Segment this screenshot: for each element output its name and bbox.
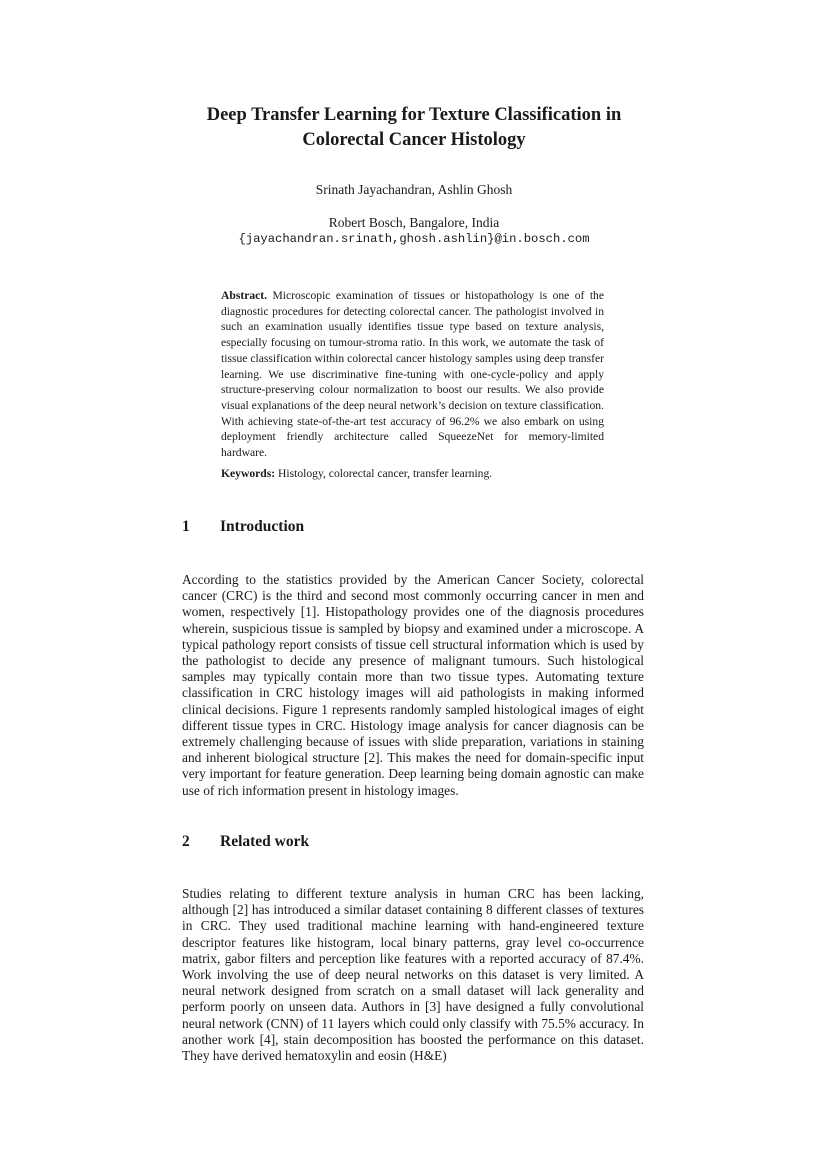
section-title: Introduction [220, 518, 305, 535]
keywords [221, 466, 604, 482]
paper-title [120, 103, 708, 153]
related-work-paragraph: Studies relating to different texture analysis in human CRC has been lacking, although [2] has introduced a similar dataset containing 8 different classes of textures in CRC. They used traditional machine learning with hand-engineered texture descriptor features like histogram, local binary patterns, gray level co-occurrence matrix, gabor filters and perception like features with a reported accuracy of 87.4%. Work involving the use of deep neural networks on this dataset is very limited. A neural network designed from scratch on a small dataset will lack generality and perform poorly on unseen data. Authors in [3] have designed a fully convolutional neural network (CNN) of 11 layers which could only classify with 75.5% accuracy. In another work [4], stain decomposition has boosted the performance on this dataset. They have derived hematoxylin and eosin (H&E) [182, 886, 644, 1064]
keywords-label: Keywords: [221, 467, 276, 480]
section-heading-related-work [182, 832, 309, 852]
title-line-2: Colorectal Cancer Histology [302, 130, 526, 150]
author-list: Srinath Jayachandran, Ashlin Ghosh [315, 182, 513, 197]
abstract [221, 288, 604, 461]
introduction-paragraph: According to the statistics provided by the American Cancer Society, colorectal cancer (CRC) is the third and second most commonly occurring cancer in men and women, respectively [1]. Histopathology provides one of the diagnosis procedures wherein, suspicious tissue is sampled by biopsy and examined under a microscope. A typical pathology report consists of tissue cell structural information which is used by the pathologist to decide any presence of malignant tumours. Such histological samples may typically contain more than two tissue types. Automating texture classification in CRC histology images will aid pathologists in making informed clinical decisions. Figure 1 represents randomly sampled histological images of eight different tissue types in CRC. Histology image analysis for cancer diagnosis can be extremely challenging because of issues with slide preparation, variations in staining and inherent biological structure [2]. This makes the need for domain-specific input very important for feature generation. Deep learning being domain agnostic can make use of rich information present in histology images. [182, 572, 644, 798]
section-number: 1 [182, 518, 190, 535]
author-email: {jayachandran.srinath,ghosh.ashlin}@in.bosch.com [238, 232, 590, 246]
section-title: Related work [220, 833, 310, 850]
abstract-label: Abstract. [221, 289, 268, 302]
section-heading-introduction [182, 517, 304, 537]
keywords-text: Histology, colorectal cancer, transfer learning. [278, 467, 493, 480]
affiliation: Robert Bosch, Bangalore, India [328, 215, 500, 230]
abstract-text: Microscopic examination of tissues or histopathology is one of the diagnostic procedures for detecting colorectal cancer. The pathologist involved in such an examination usually identifies tissue type based on texture analysis, especially focusing on tumour-stroma ratio. In this work, we automate the task of tissue classification within colorectal cancer histology samples using deep transfer learning. We use discriminative fine-tuning with one-cycle-policy and apply structure-preserving colour normalization to boost our results. We also provide visual explanations of the deep neural network’s decision on texture classification. With achieving state-of-the-art test accuracy of 96.2% we also embark on using deployment friendly architecture called SqueezeNet for memory-limited hardware. [221, 289, 605, 460]
title-line-1: Deep Transfer Learning for Texture Classification in [206, 105, 622, 125]
section-number: 2 [182, 833, 190, 850]
